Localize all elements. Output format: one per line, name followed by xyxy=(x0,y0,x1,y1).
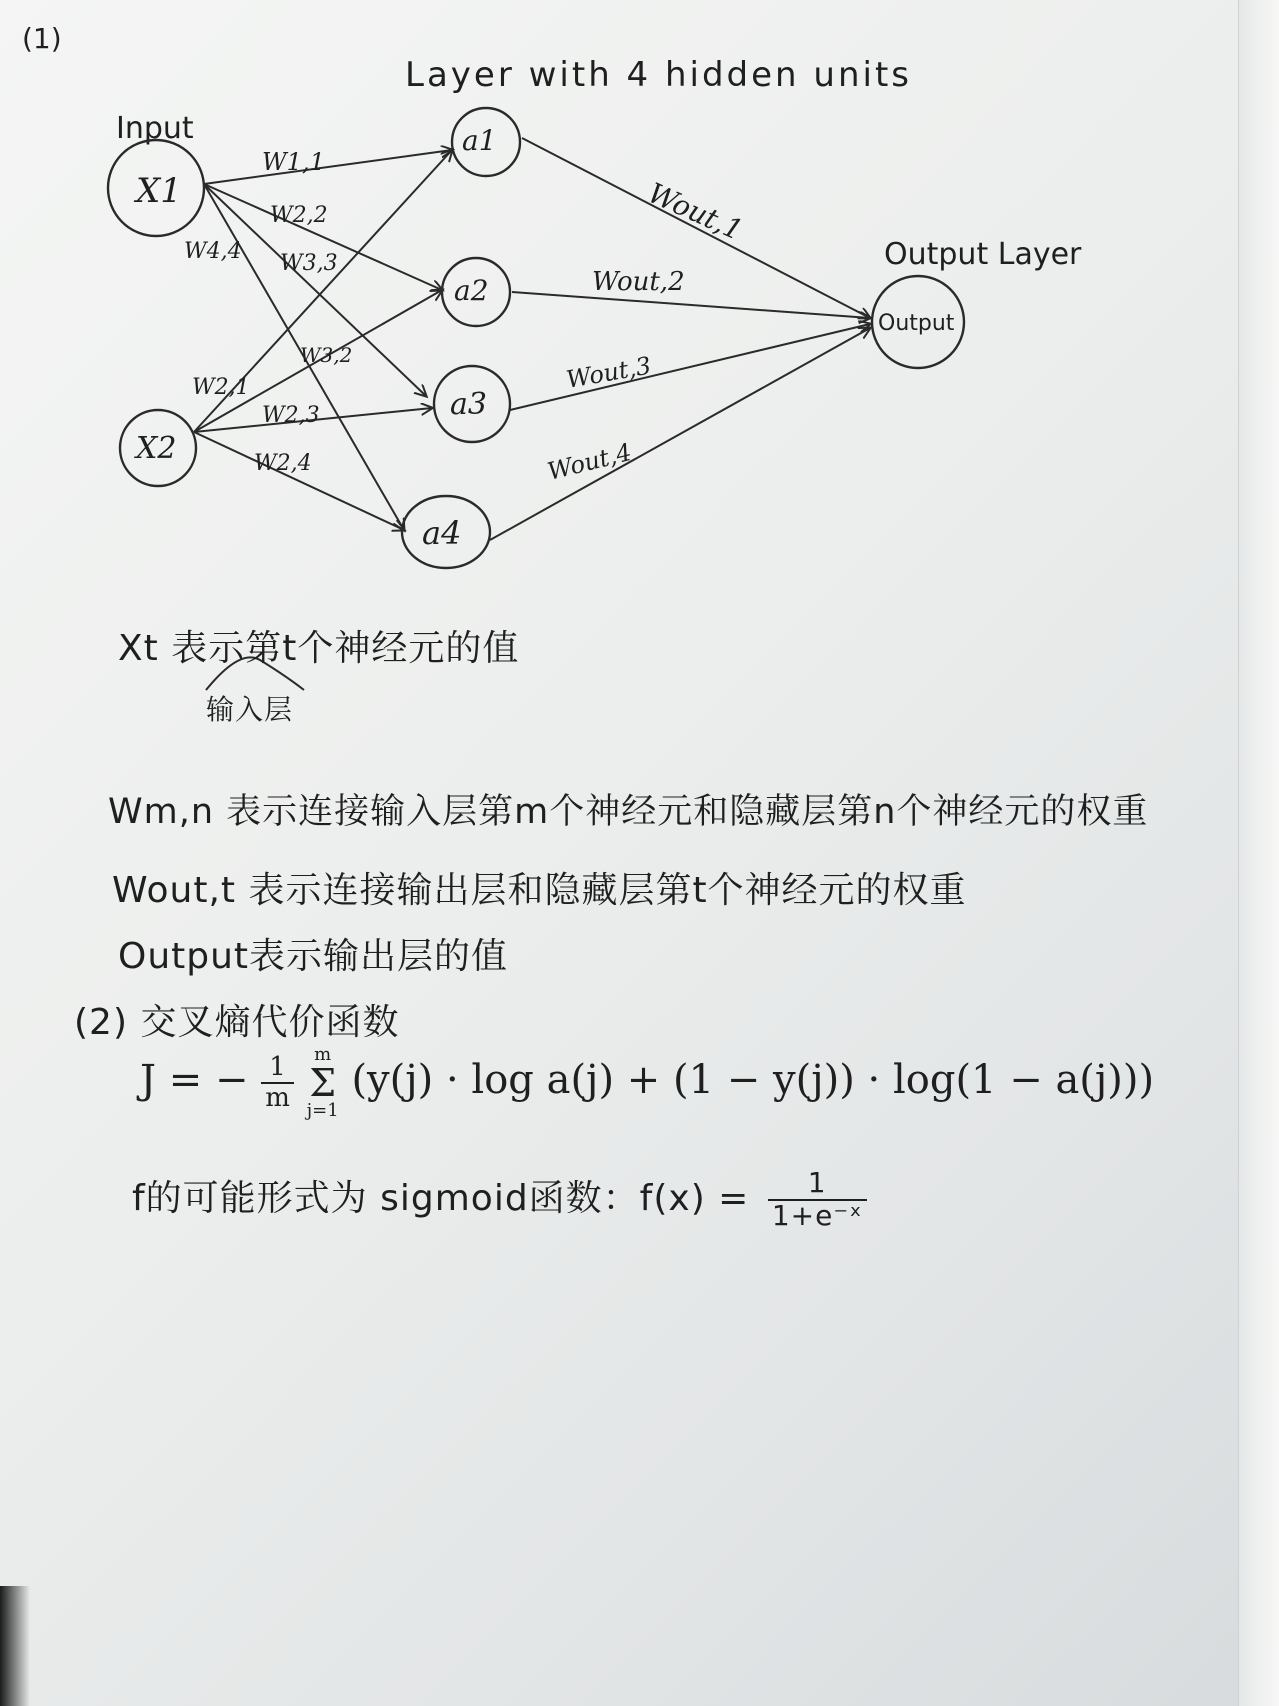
weight-w21: W2,1 xyxy=(192,375,250,400)
cost-lhs: J = − xyxy=(140,1057,249,1103)
sigmoid-fraction xyxy=(768,1168,867,1232)
node-output-label: Output xyxy=(878,311,955,336)
note-wout: Wout,t 表示连接输出层和隐藏层第t个神经元的权重 xyxy=(112,870,967,911)
section1-label: (1) xyxy=(22,22,62,55)
hidden-layer-title: Layer with 4 hidden units xyxy=(405,55,913,95)
cost-frac-den: m xyxy=(265,1083,290,1113)
edge-a2-output xyxy=(512,292,870,318)
edge-x1-a1 xyxy=(204,150,452,184)
node-a1-label: a1 xyxy=(462,124,497,157)
weight-wout3: Wout,3 xyxy=(564,351,654,394)
weight-wout4: Wout,4 xyxy=(544,437,635,486)
weight-w23: W2,3 xyxy=(262,403,320,428)
sigmoid-den: 1+e⁻ˣ xyxy=(771,1198,863,1232)
node-x2-label: X2 xyxy=(136,431,177,466)
node-x1-label: X1 xyxy=(136,171,182,211)
weight-w44: W4,4 xyxy=(184,239,242,264)
node-a3-label: a3 xyxy=(450,387,487,422)
sigmoid-formula xyxy=(132,1168,867,1232)
weight-w22: W2,2 xyxy=(270,203,328,228)
weight-wout2: Wout,2 xyxy=(592,267,685,297)
note-wmn: Wm,n 表示连接输入层第m个神经元和隐藏层第n个神经元的权重 xyxy=(108,792,1149,832)
weight-w24: W2,4 xyxy=(254,451,312,476)
section2-label: (2) 交叉熵代价函数 xyxy=(74,1002,400,1043)
note-xt-annotation: 输入层 xyxy=(206,693,294,726)
weight-w11: W1,1 xyxy=(262,148,325,176)
cost-sum-symbol: Σ xyxy=(309,1061,337,1105)
sigmoid-num: 1 xyxy=(768,1168,867,1201)
cost-function-formula xyxy=(140,1046,1154,1120)
weight-w32: W3,2 xyxy=(300,343,353,367)
edge-x2-a4 xyxy=(194,432,404,530)
cost-sum-bottom: j=1 xyxy=(306,1100,339,1121)
node-a4-label: a4 xyxy=(422,514,462,552)
cost-sum xyxy=(307,1046,339,1120)
input-label: Input xyxy=(116,111,194,146)
sigmoid-text: f的可能形式为 sigmoid函数：f(x) = xyxy=(132,1177,750,1219)
note-xt: Xt 表示第t个神经元的值 xyxy=(118,628,520,669)
cost-frac-num: 1 xyxy=(261,1053,294,1084)
cost-body: (y(j) · log a(j) + (1 − y(j)) · log(1 − a(j))) xyxy=(351,1057,1155,1103)
note-output: Output表示输出层的值 xyxy=(118,936,509,977)
output-layer-label: Output Layer xyxy=(884,237,1082,272)
cost-fraction xyxy=(261,1053,294,1112)
cost-sum-top: m xyxy=(314,1044,332,1065)
node-a2-label: a2 xyxy=(454,274,489,307)
weight-w33: W3,3 xyxy=(280,251,338,276)
edge-a4-output xyxy=(490,328,870,540)
weight-wout1: Wout,1 xyxy=(643,176,748,247)
